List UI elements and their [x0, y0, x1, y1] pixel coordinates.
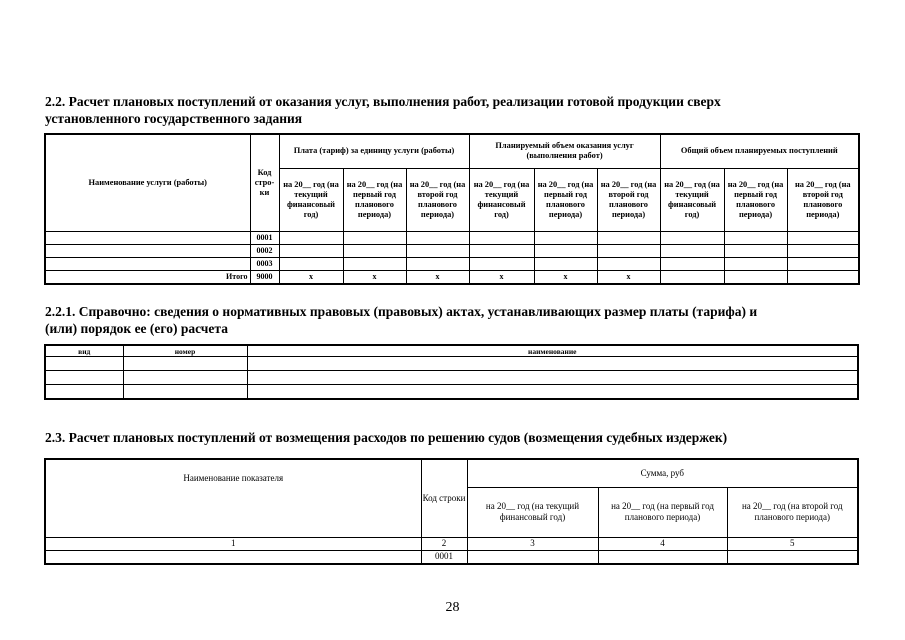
- column-numbers-row: [45, 537, 858, 550]
- value-cell[interactable]: [343, 244, 406, 257]
- value-cell[interactable]: [279, 231, 343, 244]
- section-2-2-heading: [45, 93, 721, 127]
- value-cell[interactable]: [406, 231, 469, 244]
- value-cell[interactable]: [406, 257, 469, 270]
- total-value-cell[interactable]: [724, 270, 787, 284]
- value-cell[interactable]: [534, 244, 597, 257]
- col-header-service-name: Наименование услуги (работы): [45, 134, 250, 231]
- service-name-cell[interactable]: [45, 257, 250, 270]
- value-cell[interactable]: [660, 244, 724, 257]
- name-cell[interactable]: [247, 371, 858, 385]
- sub-header-second-plan-year: на 20__ год (на второй год планового периода): [727, 487, 858, 537]
- value-cell[interactable]: [724, 244, 787, 257]
- col-header-row-code: Код строки: [421, 459, 467, 537]
- column-number: 4: [598, 537, 727, 550]
- heading-line: 2.2. Расчет плановых поступлений от оказания услуг, выполнения работ, реализации готовой продукции сверх: [45, 94, 721, 109]
- value-cell[interactable]: [406, 244, 469, 257]
- heading-line: установленного государственного задания: [45, 111, 303, 126]
- indicator-name-cell[interactable]: [45, 550, 421, 564]
- value-cell[interactable]: [660, 257, 724, 270]
- column-number: 3: [467, 537, 598, 550]
- table-row: [45, 357, 858, 371]
- value-cell[interactable]: [724, 231, 787, 244]
- row-code-cell: 0002: [250, 244, 279, 257]
- table-row: [45, 244, 859, 257]
- sub-header-first-plan-year: на 20__ год (на первый год планового периода): [343, 168, 406, 231]
- value-cell[interactable]: [787, 244, 859, 257]
- column-number: 2: [421, 537, 467, 550]
- sub-header-current-year: на 20__ год (на текущий финансовый год): [279, 168, 343, 231]
- col-header-indicator-name: Наименование показателя: [45, 459, 421, 537]
- heading-line: (или) порядок ее (его) расчета: [45, 321, 228, 336]
- type-cell[interactable]: [45, 357, 123, 371]
- legal-acts-table: [44, 344, 859, 400]
- name-cell[interactable]: [247, 357, 858, 371]
- sub-header-current-year: на 20__ год (на текущий финансовый год): [469, 168, 534, 231]
- total-code-cell: 9000: [250, 270, 279, 284]
- x-mark: x: [597, 270, 660, 284]
- sub-header-first-plan-year: на 20__ год (на первый год планового периода): [598, 487, 727, 537]
- number-cell[interactable]: [123, 357, 247, 371]
- value-cell[interactable]: [597, 257, 660, 270]
- section-2-3-heading: [45, 429, 727, 446]
- total-value-cell[interactable]: [787, 270, 859, 284]
- row-code-cell: 0003: [250, 257, 279, 270]
- total-label: Итого: [45, 270, 250, 284]
- row-code-cell: 0001: [250, 231, 279, 244]
- column-number: 1: [45, 537, 421, 550]
- table-row: [45, 550, 858, 564]
- group-header-price: Плата (тариф) за единицу услуги (работы): [279, 134, 469, 168]
- value-cell[interactable]: [597, 244, 660, 257]
- value-cell[interactable]: [343, 231, 406, 244]
- x-mark: x: [534, 270, 597, 284]
- type-cell[interactable]: [45, 371, 123, 385]
- table-row: [45, 257, 859, 270]
- total-row: [45, 270, 859, 284]
- col-header-row-code: Код стро- ки: [250, 134, 279, 231]
- number-cell[interactable]: [123, 371, 247, 385]
- x-mark: x: [279, 270, 343, 284]
- total-value-cell[interactable]: [660, 270, 724, 284]
- value-cell[interactable]: [343, 257, 406, 270]
- column-number: 5: [727, 537, 858, 550]
- group-header-total: Общий объем планируемых поступлений: [660, 134, 859, 168]
- value-cell[interactable]: [469, 231, 534, 244]
- value-cell[interactable]: [279, 244, 343, 257]
- value-cell[interactable]: [787, 257, 859, 270]
- court-expenses-table: [44, 458, 859, 565]
- col-header-type: вид: [45, 345, 123, 357]
- table-row: [45, 385, 858, 400]
- row-code-cell: 0001: [421, 550, 467, 564]
- sub-header-second-plan-year: на 20__ год (на второй год планового периода): [787, 168, 859, 231]
- x-mark: x: [469, 270, 534, 284]
- sub-header-first-plan-year: на 20__ год (на первый год планового периода): [724, 168, 787, 231]
- sub-header-current-year: на 20__ год (на текущий финансовый год): [660, 168, 724, 231]
- value-cell[interactable]: [598, 550, 727, 564]
- value-cell[interactable]: [469, 257, 534, 270]
- sub-header-second-plan-year: на 20__ год (на второй год планового периода): [406, 168, 469, 231]
- value-cell[interactable]: [724, 257, 787, 270]
- name-cell[interactable]: [247, 385, 858, 400]
- x-mark: x: [406, 270, 469, 284]
- section-2-2-1-heading: [45, 303, 757, 337]
- value-cell[interactable]: [660, 231, 724, 244]
- value-cell[interactable]: [279, 257, 343, 270]
- number-cell[interactable]: [123, 385, 247, 400]
- type-cell[interactable]: [45, 385, 123, 400]
- value-cell[interactable]: [534, 257, 597, 270]
- heading-line: 2.2.1. Справочно: сведения о нормативных правовых (правовых) актах, устанавливающих размер платы (тарифа) и: [45, 304, 758, 319]
- sub-header-second-plan-year: на 20__ год (на второй год планового периода): [597, 168, 660, 231]
- sub-header-current-year: на 20__ год (на текущий финансовый год): [467, 487, 598, 537]
- value-cell[interactable]: [469, 244, 534, 257]
- col-header-number: номер: [123, 345, 247, 357]
- value-cell[interactable]: [727, 550, 858, 564]
- table-row: [45, 231, 859, 244]
- value-cell[interactable]: [597, 231, 660, 244]
- table-row: [45, 371, 858, 385]
- heading-line: 2.3. Расчет плановых поступлений от возмещения расходов по решению судов (возмещения судебных издержек): [45, 430, 728, 445]
- group-header-volume: Планируемый объем оказания услуг (выполнения работ): [469, 134, 660, 168]
- col-header-name: наименование: [247, 345, 858, 357]
- services-revenue-table: [44, 133, 860, 285]
- value-cell[interactable]: [534, 231, 597, 244]
- x-mark: x: [343, 270, 406, 284]
- service-name-cell[interactable]: [45, 231, 250, 244]
- group-header-sum: Сумма, руб: [467, 459, 858, 487]
- value-cell[interactable]: [467, 550, 598, 564]
- page-number: 28: [445, 600, 460, 615]
- service-name-cell[interactable]: [45, 244, 250, 257]
- sub-header-first-plan-year: на 20__ год (на первый год планового периода): [534, 168, 597, 231]
- value-cell[interactable]: [787, 231, 859, 244]
